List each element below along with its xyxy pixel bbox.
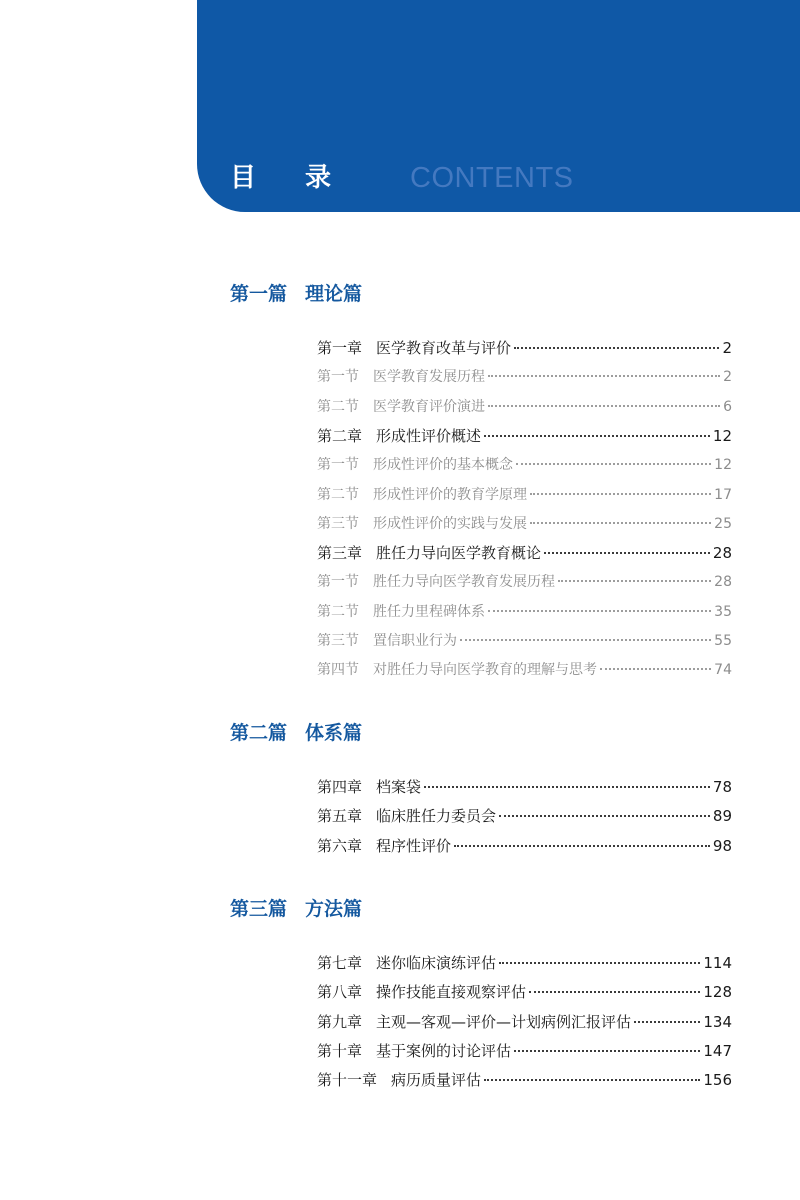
entry-page-number: 35 [714,603,732,620]
dot-leader [558,580,711,582]
part-label: 第三篇 [230,898,288,920]
toc-chapter-entry[interactable] [317,1069,732,1091]
dot-leader [514,347,719,349]
entry-page-number: 74 [714,662,732,679]
toc-chapter-entry[interactable] [317,776,732,798]
toc-chapter-entry[interactable] [317,805,732,827]
part-label: 第二篇 [230,722,288,744]
entry-number: 第六章 [317,836,363,855]
entry-number: 第一节 [317,457,359,474]
entry-number: 第一节 [317,369,359,386]
entry-title: 胜任力导向医学教育发展历程 [373,574,555,591]
dot-leader [424,786,710,788]
dot-leader [454,845,710,847]
entry-page-number: 17 [714,486,732,503]
toc-chapter-entry[interactable] [317,1040,732,1062]
entry-page-number: 28 [714,574,732,591]
entry-number: 第三章 [317,544,363,563]
entry-title: 形成性评价的教育学原理 [373,486,527,503]
entry-title: 形成性评价概述 [376,426,482,445]
toc-section-entry[interactable] [317,601,732,623]
dot-leader [530,493,711,495]
dot-leader [499,962,700,964]
entry-title: 基于案例的讨论评估 [376,1041,512,1060]
entry-title: 医学教育改革与评价 [376,339,512,357]
page-subtitle: CONTENTS [410,162,574,194]
toc-section-entry[interactable] [317,396,732,418]
entry-title: 胜任力里程碑体系 [373,603,485,620]
dot-leader [488,405,720,407]
header-banner [197,0,800,212]
page-title: 目 录 [230,163,352,193]
entry-page-number: 147 [703,1041,732,1060]
dot-leader [634,1021,700,1023]
entry-title: 病历质量评估 [391,1071,482,1090]
entry-title: 医学教育评价演进 [373,398,485,415]
entry-page-number: 98 [712,836,732,855]
entry-title: 置信职业行为 [373,633,457,649]
dot-leader [600,668,711,670]
entry-number: 第十章 [317,1041,363,1060]
toc-chapter-entry[interactable] [317,542,732,564]
toc-chapter-entry[interactable] [317,952,732,974]
entry-number: 第二节 [317,398,359,415]
part-label: 第一篇 [230,283,288,305]
dot-leader [514,1050,700,1052]
toc-chapter-entry[interactable] [317,835,732,857]
entry-page-number: 12 [714,457,732,474]
entry-number: 第四节 [317,662,359,679]
toc-section-entry[interactable] [317,484,732,506]
dot-leader [530,522,711,524]
entry-number: 第五章 [317,807,363,826]
entry-title: 档案袋 [376,778,422,796]
entry-number: 第九章 [317,1012,363,1031]
entry-title: 临床胜任力委员会 [376,807,497,826]
entry-page-number: 28 [712,544,732,563]
entry-page-number: 128 [703,983,732,1002]
dot-leader [488,375,720,377]
entry-number: 第二节 [317,603,359,620]
dot-leader [484,435,710,437]
toc-chapter-entry[interactable] [317,981,732,1003]
part-heading [230,897,362,921]
toc-chapter-entry[interactable] [317,337,732,359]
entry-title: 操作技能直接观察评估 [376,983,527,1002]
entry-page-number: 156 [703,1071,732,1090]
entry-number: 第二节 [317,486,359,503]
entry-title: 对胜任力导向医学教育的理解与思考 [373,662,597,679]
part-name: 理论篇 [305,283,363,305]
entry-number: 第十一章 [317,1071,378,1090]
entry-title: 形成性评价的实践与发展 [373,515,527,532]
entry-page-number: 12 [712,426,732,445]
entry-number: 第二章 [317,426,363,445]
entry-page-number: 89 [712,807,732,826]
entry-number: 第一节 [317,574,359,591]
entry-page-number: 134 [703,1012,732,1031]
dot-leader [488,610,711,612]
entry-page-number: 25 [714,515,732,532]
dot-leader [544,552,710,554]
entry-number: 第八章 [317,983,363,1002]
entry-title: 胜任力导向医学教育概论 [376,544,542,563]
toc-section-entry[interactable] [317,513,732,535]
entry-title: 程序性评价 [376,836,452,855]
toc-section-entry[interactable] [317,630,732,652]
part-name: 体系篇 [305,722,363,744]
entry-number: 第四章 [317,778,363,796]
part-heading [230,721,362,745]
toc-chapter-entry[interactable] [317,425,732,447]
entry-number: 第一章 [317,339,363,357]
entry-title: 主观—客观—评价—计划病例汇报评估 [376,1012,632,1031]
entry-title: 形成性评价的基本概念 [373,457,513,474]
dot-leader [484,1079,700,1081]
entry-title: 医学教育发展历程 [373,369,485,386]
entry-number: 第三节 [317,515,359,532]
toc-section-entry[interactable] [317,366,732,388]
entry-number: 第七章 [317,954,363,972]
entry-page-number: 2 [722,339,732,357]
toc-section-entry[interactable] [317,659,732,681]
toc-section-entry[interactable] [317,454,732,476]
entry-page-number: 114 [703,954,732,972]
dot-leader [529,991,700,993]
entry-page-number: 78 [712,778,732,796]
entry-page-number: 55 [714,633,732,649]
dot-leader [460,639,711,641]
toc-chapter-entry[interactable] [317,1011,732,1033]
entry-page-number: 2 [723,369,732,386]
entry-number: 第三节 [317,633,359,649]
part-heading [230,282,362,306]
dot-leader [516,463,711,465]
dot-leader [499,815,710,817]
entry-title: 迷你临床演练评估 [376,954,497,972]
part-name: 方法篇 [305,898,363,920]
entry-page-number: 6 [723,398,732,415]
toc-section-entry[interactable] [317,571,732,593]
